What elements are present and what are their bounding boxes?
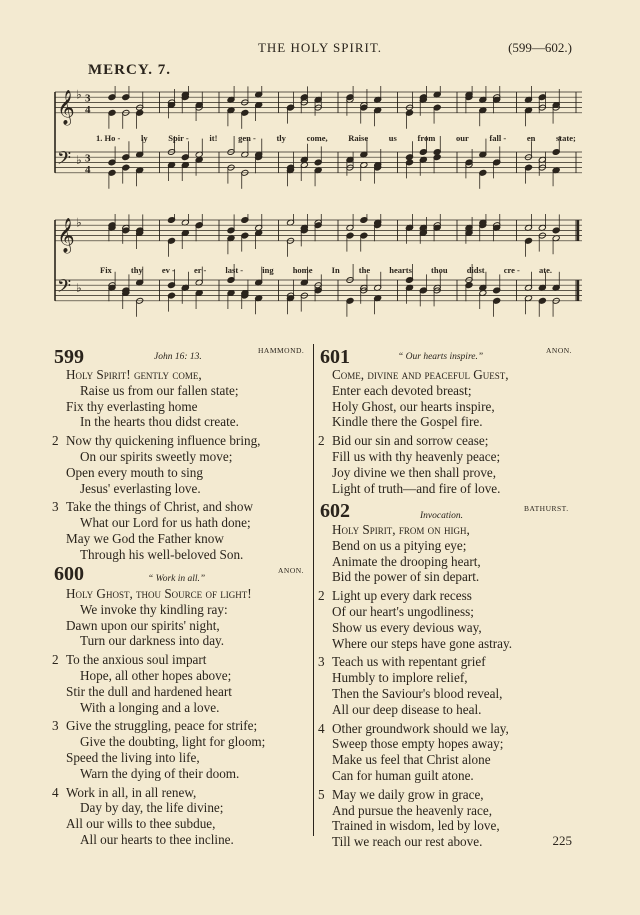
verse-line: Holy Spirit, from on high, (332, 522, 470, 537)
verse-line: Give the doubting, light for gloom; (80, 734, 266, 750)
svg-text:4: 4 (85, 163, 91, 176)
verse-line: 2 Bid our sin and sorrow cease; (318, 433, 489, 449)
svg-text:𝄢: 𝄢 (57, 276, 72, 302)
hymn-range: (599—602.) (508, 40, 572, 55)
verse-line: Holy Ghost, our hearts inspire, (332, 398, 495, 414)
verse-line: And pursue the heavenly race, (332, 802, 493, 818)
hymn-602-text (318, 522, 513, 850)
svg-text:𝄢: 𝄢 (57, 148, 72, 174)
svg-text:♭: ♭ (76, 280, 82, 295)
verse-line: 2 Light up every dark recess (318, 588, 472, 604)
hymn-601-text (318, 367, 509, 496)
verse-line: Turn our darkness into day. (80, 633, 225, 649)
verse-line: Make us feel that Christ alone (332, 752, 491, 768)
verse-line: Light of truth—and fire of love. (332, 480, 501, 496)
verse-line: Animate the drooping heart, (332, 553, 481, 569)
verse-line: Show us every devious way, (332, 619, 482, 635)
svg-text:𝄞: 𝄞 (57, 217, 75, 253)
verse-line: Fill us with thy heavenly peace; (332, 448, 501, 464)
verse-line: In the hearts thou didst create. (80, 414, 239, 430)
svg-text:♭: ♭ (76, 87, 82, 102)
hymn-number-600: 600 (54, 563, 84, 585)
verse-line: Sweep those empty hopes away; (332, 736, 504, 752)
verse-line: Come, divine and peaceful Guest, (332, 367, 509, 382)
verse-line: Holy Ghost, thou Source of light! (66, 586, 252, 601)
verse-line: All our hearts to thee incline. (80, 831, 234, 847)
verse-line: 2 Now thy quickening influence bring, (52, 433, 261, 449)
verse-line: Can for human guilt atone. (332, 767, 474, 783)
verse-line: Jesus' everlasting love. (80, 480, 201, 496)
svg-text:3: 3 (85, 152, 91, 165)
verse-line: Dawn upon our spirits' night, (66, 617, 220, 633)
hymn-author: ANON. (546, 346, 573, 355)
lyrics-line-2: Fix thy ev - er - last - ing home In the hearts thou didst cre - ate. (100, 265, 552, 275)
verse-line: With a longing and a love. (80, 699, 220, 715)
page-number: 225 (552, 833, 572, 848)
column-divider (313, 344, 314, 836)
verse-line: On our spirits sweetly move; (80, 448, 233, 464)
verse-line: 4 Work in all, in all renew, (52, 784, 197, 800)
verse-line: We invoke thy kindling ray: (80, 601, 228, 617)
verse-line: Day by day, the life divine; (80, 800, 224, 816)
svg-text:♭: ♭ (76, 152, 82, 167)
svg-text:3: 3 (85, 92, 91, 105)
verse-line: 2 To the anxious soul impart (52, 652, 207, 668)
verse-line: 4 Other groundwork should we lay, (318, 720, 509, 736)
verse-line: Open every mouth to sing (66, 464, 203, 480)
verse-line: Of our heart's ungodliness; (332, 603, 474, 619)
verse-line: 5 May we daily grow in grace, (318, 786, 484, 802)
verse-line: All our wills to thee subdue, (66, 816, 216, 832)
verse-line: 3 Take the things of Christ, and show (52, 499, 253, 515)
verse-line: Speed the living into life, (66, 749, 200, 765)
verse-line: Till we reach our rest above. (332, 834, 483, 850)
verse-line: Where our steps have gone astray. (332, 635, 513, 651)
verse-line: What our Lord for us hath done; (80, 515, 251, 531)
verse-line: 3 Give the struggling, peace for strife; (52, 718, 258, 734)
verse-line: Bend on us a pitying eye; (332, 537, 467, 553)
verse-line: Stir the dull and hardened heart (66, 683, 232, 699)
verse-line: Fix thy everlasting home (66, 398, 198, 414)
verse-line: Then the Saviour's blood reveal, (332, 685, 503, 701)
scripture-reference: Invocation. (420, 511, 464, 521)
hymn-number-601: 601 (320, 346, 350, 368)
hymn-author: ANON. (278, 566, 305, 575)
scripture-reference: John 16: 13. (154, 352, 202, 362)
verse-line: Warn the dying of their doom. (80, 765, 240, 781)
svg-text:𝄞: 𝄞 (57, 89, 75, 125)
hymn-number-602: 602 (320, 500, 350, 522)
verse-line: Through his well-beloved Son. (80, 546, 244, 562)
hymn-author: BATHURST. (524, 504, 569, 513)
running-header: THE HOLY SPIRIT. (257, 40, 383, 55)
verse-line: Raise us from our fallen state; (80, 382, 239, 398)
scripture-reference: “ Our hearts inspire.” (398, 352, 484, 362)
verse-line: All our deep disease to heal. (332, 701, 482, 717)
scripture-reference: “ Work in all.” (148, 574, 206, 584)
svg-text:♭: ♭ (76, 215, 82, 230)
hymn-number-599: 599 (54, 346, 84, 368)
tune-name: MERCY. 7. (88, 62, 172, 78)
svg-text:4: 4 (85, 103, 91, 116)
verse-line: Hope, all other hopes above; (80, 667, 232, 683)
verse-line: Enter each devoted breast; (332, 382, 472, 398)
hymn-599-text (52, 367, 261, 563)
verse-line: Humbly to implore relief, (332, 670, 468, 686)
verse-line: Trained in wisdom, led by love, (332, 818, 500, 834)
verse-line: 3 Teach us with repentant grief (318, 654, 486, 670)
verse-line: May we God the Father know (66, 530, 224, 546)
verse-line: Joy divine we then shall prove, (332, 464, 497, 480)
verse-line: Bid the power of sin depart. (332, 569, 480, 585)
verse-line: Holy Spirit! gently come, (66, 367, 202, 382)
hymn-author: HAMMOND. (258, 346, 305, 355)
verse-line: Kindle there the Gospel fire. (332, 414, 483, 430)
hymn-600-text (52, 586, 266, 848)
lyrics-line-1: 1. Ho - ly Spir - it! gen - tly come, Raise us from our fall - en state; (96, 133, 576, 143)
